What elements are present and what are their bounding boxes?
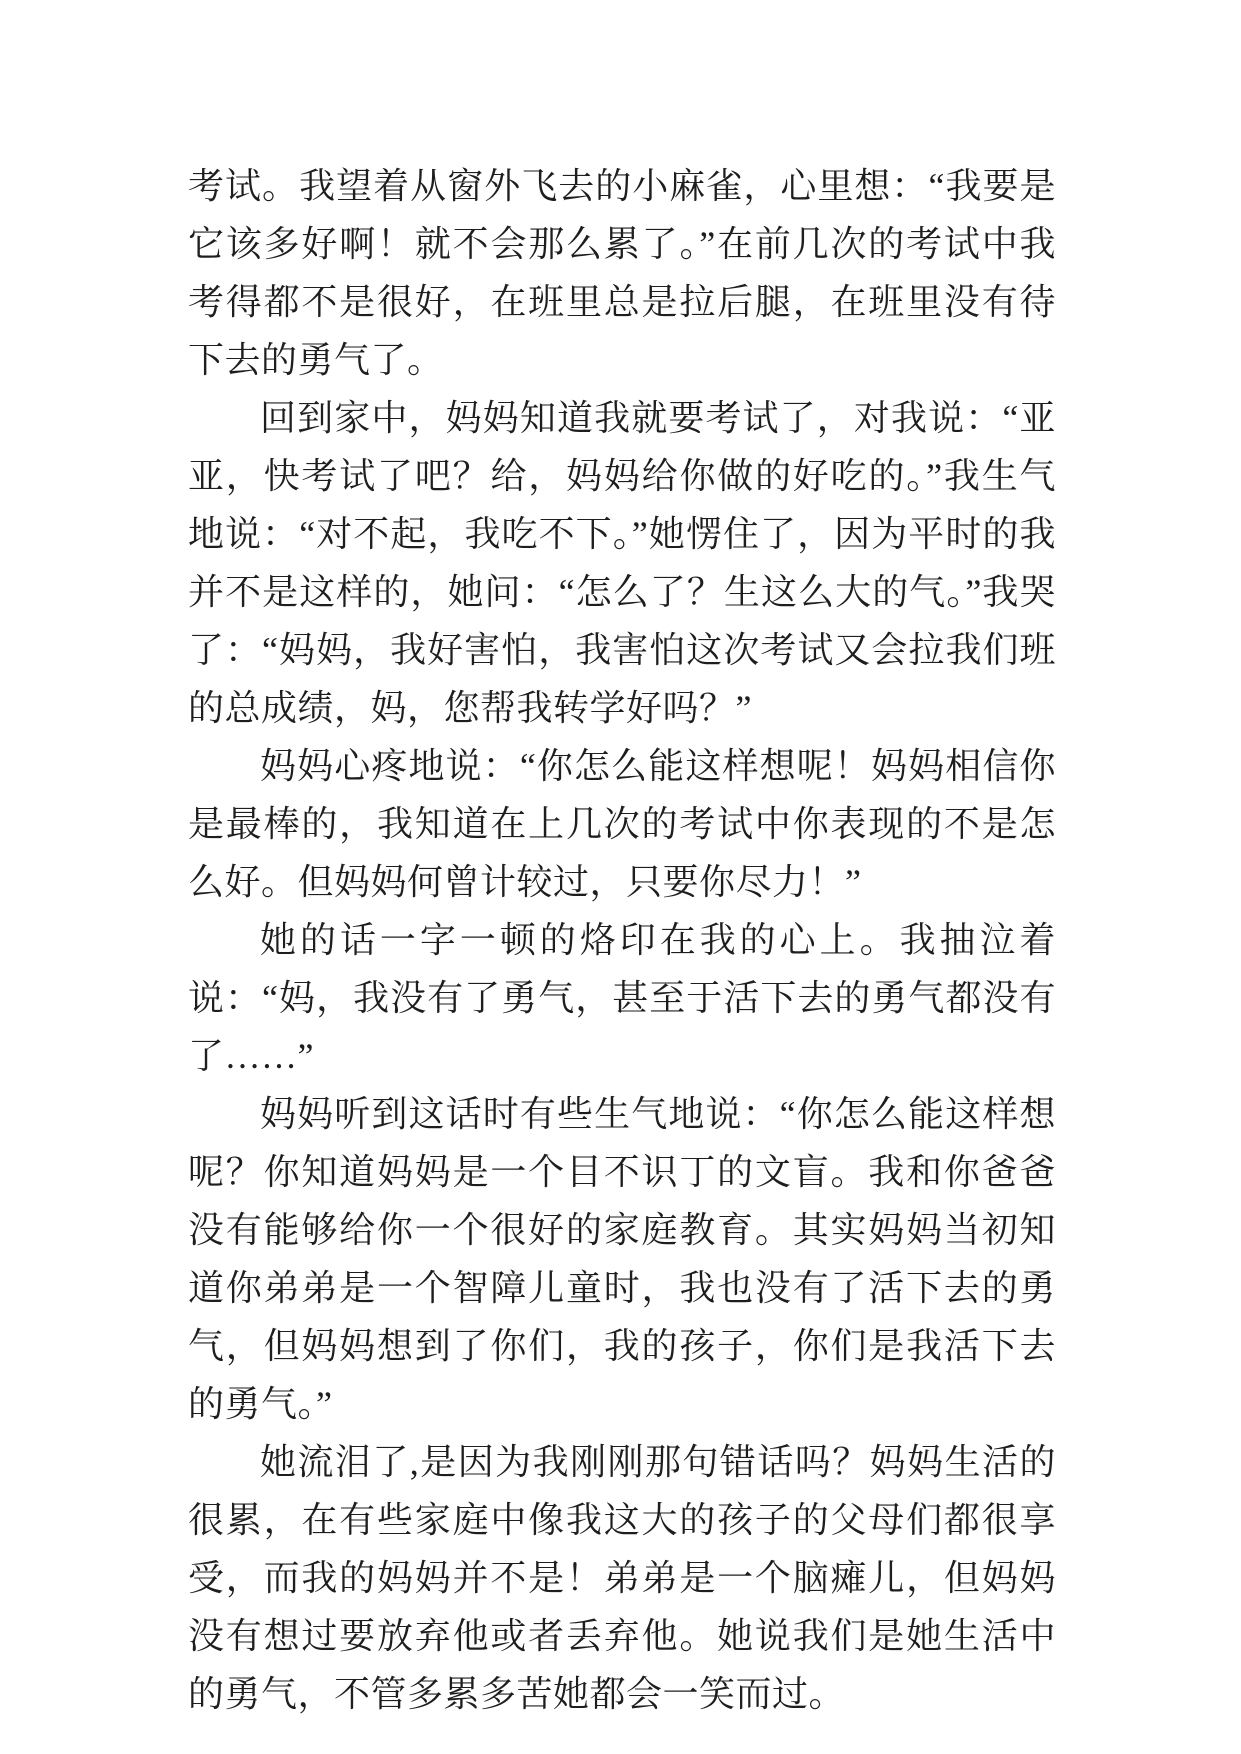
- paragraph: 她的话一字一顿的烙印在我的心上。我抽泣着说：“妈，我没有了勇气，甚至于活下去的勇气都没有了……”: [188, 920, 1056, 1076]
- paragraph: 考试。我望着从窗外飞去的小麻雀，心里想：“我要是它该多好啊！就不会那么累了。”在前几次的考试中我考得都不是很好，在班里总是拉后腿，在班里没有待下去的勇气了。: [188, 166, 1056, 380]
- paragraph: 妈妈心疼地说：“你怎么能这样想呢！妈妈相信你是最棒的，我知道在上几次的考试中你表现的不是怎么好。但妈妈何曾计较过，只要你尽力！”: [188, 746, 1056, 902]
- paragraph: 妈妈听到这话时有些生气地说：“你怎么能这样想呢？你知道妈妈是一个目不识丁的文盲。我和你爸爸没有能够给你一个很好的家庭教育。其实妈妈当初知道你弟弟是一个智障儿童时，我也没有了活下去的勇气，但妈妈想到了你们，我的孩子，你们是我活下去的勇气。”: [188, 1094, 1056, 1424]
- document-body: [188, 157, 1056, 1723]
- paragraph: 她流泪了,是因为我刚刚那句错话吗？妈妈生活的很累，在有些家庭中像我这大的孩子的父母们都很享受，而我的妈妈并不是！弟弟是一个脑瘫儿，但妈妈没有想过要放弃他或者丢弃他。她说我们是她生活中的勇气，不管多累多苦她都会一笑而过。: [188, 1442, 1056, 1714]
- paragraph: 回到家中，妈妈知道我就要考试了，对我说：“亚亚，快考试了吧？给，妈妈给你做的好吃的。”我生气地说：“对不起，我吃不下。”她愣住了，因为平时的我并不是这样的，她问：“怎么了？生这么大的气。”我哭了：“妈妈，我好害怕，我害怕这次考试又会拉我们班的总成绩，妈，您帮我转学好吗？”: [188, 398, 1056, 728]
